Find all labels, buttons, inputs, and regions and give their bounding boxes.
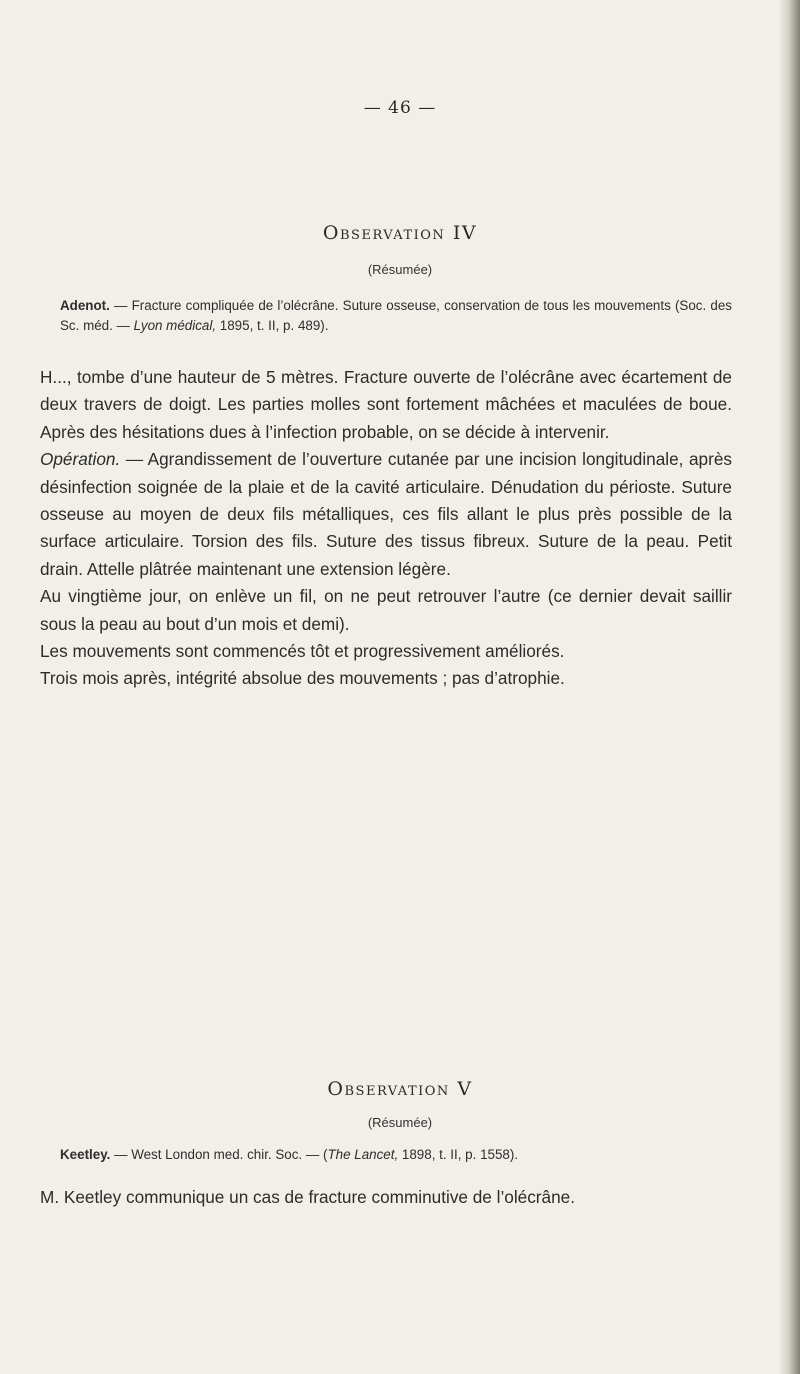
- operation-label: Opération.: [40, 449, 121, 470]
- paragraph-case: H..., tombe d’une hauteur de 5 mètres. Fracture ouverte de l’olécrâne avec écartement de deux travers de doigt. Les parties molles sont fortement mâchées et maculées de boue. Après des hésitations dues à l’infection probable, on se décide à intervenir.: [40, 367, 732, 442]
- page-edge-shadow: [778, 0, 800, 1374]
- reference-author: Keetley.: [60, 1147, 111, 1162]
- observation-4-subtitle: (Résumée): [367, 262, 433, 277]
- observation-4-title: Observation IV: [322, 222, 478, 244]
- paragraph-communication: M. Keetley communique un cas de fracture comminutive de l’olécrâne.: [40, 1187, 575, 1207]
- paragraph-movements: Les mouvements sont commencés tôt et progressivement améliorés.: [40, 641, 565, 662]
- reference-tail: 1895, t. II, p. 489).: [216, 318, 329, 333]
- reference-tail: 1898, t. II, p. 1558).: [398, 1147, 519, 1162]
- paragraph-operation: [40, 446, 732, 583]
- observation-4-reference: [60, 296, 732, 336]
- observation-5-subtitle: (Résumée): [367, 1115, 433, 1130]
- paragraph-result: Trois mois après, intégrité absolue des mouvements ; pas d’atrophie.: [40, 668, 565, 689]
- reference-text: — Fracture compliquée de l’olécrâne. Suture osseuse, conservation de tous les mouvements (Soc. des Sc. méd. —: [60, 298, 732, 333]
- observation-5-body: [40, 1184, 732, 1211]
- observation-5-reference: [60, 1145, 732, 1165]
- paragraph-followup: Au vingtième jour, on enlève un fil, on ne peut retrouver l’autre (ce dernier devait saillir sous la peau au bout d’un mois et demi).: [40, 586, 732, 634]
- reference-journal: The Lancet,: [327, 1147, 399, 1162]
- reference-author: Adenot.: [60, 298, 110, 313]
- page-number: — 46 —: [363, 98, 437, 118]
- observation-5-title: Observation V: [327, 1078, 473, 1100]
- observation-4-body: [40, 364, 732, 693]
- operation-text: — Agrandissement de l’ouverture cutanée par une incision longitudinale, après désinfection soignée de la plaie et de la cavité articulaire. Dénudation du périoste. Suture osseuse au moyen de deux fils métalliques, ces fils allant le plus près possible de la surface articulaire. Torsion des fils. Suture des tissus fibreux. Suture de la peau. Petit drain. Attelle plâtrée maintenant une extension légère.: [40, 449, 732, 579]
- reference-journal: Lyon médical,: [133, 318, 217, 333]
- reference-text: — West London med. chir. Soc. — (: [110, 1147, 328, 1162]
